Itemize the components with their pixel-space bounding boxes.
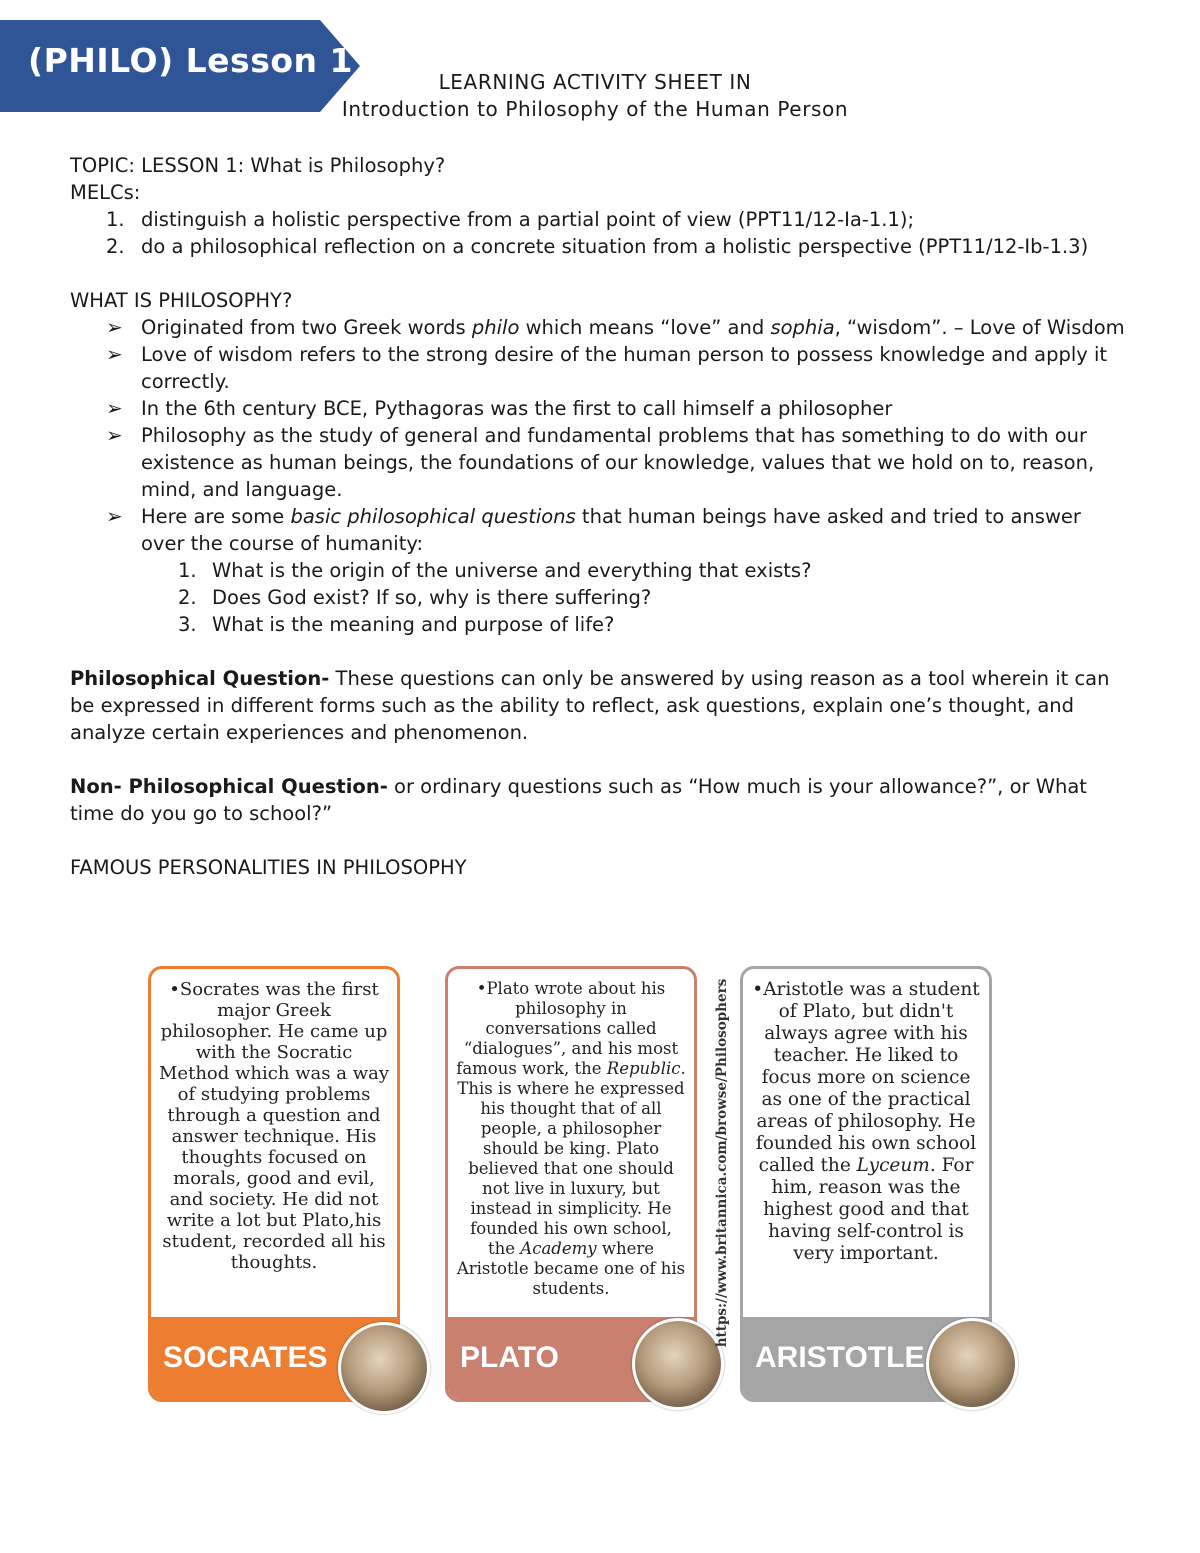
arrow-bullet-icon: ➢ <box>106 504 123 528</box>
philosopher-cards <box>148 966 1028 1406</box>
bullet-item: ➢ Originated from two Greek words philo which means “love” and sophia, “wisdom”. – Love of Wisdom <box>106 315 1125 339</box>
bullet-item: ➢ Love of wisdom refers to the strong desire of the human person to possess knowledge and apply it correctly. <box>106 342 1108 393</box>
sheet-title-line2: Introduction to Philosophy of the Human Person <box>341 97 849 121</box>
aristotle-description: •Aristotle was a student of Plato, but didn't always agree with his teacher. He liked to focus more on science as one of the practical areas of philosophy. He founded his own school called the Lyceum. For him, reason was the highest good and that having self-control is very important. <box>752 979 980 1264</box>
source-url[interactable]: https://www.britannica.com/browse/Philosophers <box>714 978 730 1347</box>
plato-name: PLATO <box>460 1341 559 1374</box>
arrow-bullet-icon: ➢ <box>106 396 123 420</box>
melcs-list <box>70 206 1130 260</box>
melc-item: 1. distinguish a holistic perspective from a partial point of view (PPT11/12-Ia-1.1); <box>106 208 915 231</box>
what-is-philosophy-heading: WHAT IS PHILOSOPHY? <box>70 289 293 312</box>
question-item: 1. What is the origin of the universe and everything that exists? <box>178 559 812 582</box>
question-item: 2. Does God exist? If so, why is there suffering? <box>178 586 652 609</box>
arrow-bullet-icon: ➢ <box>106 315 123 339</box>
socrates-portrait <box>338 1322 430 1414</box>
basic-questions-list <box>141 557 1130 638</box>
philosophy-bullets <box>70 314 1130 638</box>
sheet-title-line1: LEARNING ACTIVITY SHEET IN <box>438 70 752 94</box>
lesson-banner-label: (PHILO) Lesson 1 <box>28 41 353 80</box>
bullet-item: ➢ In the 6th century BCE, Pythagoras was the first to call himself a philosopher <box>106 396 893 420</box>
document-body <box>70 152 1130 881</box>
bullet-item: ➢ Philosophy as the study of general and fundamental problems that has something to do with our existence as human beings, the foundations of our knowledge, values that we hold on to, reason, mind, and language. <box>106 423 1095 501</box>
socrates-name: SOCRATES <box>163 1341 328 1374</box>
topic-line: TOPIC: LESSON 1: What is Philosophy? <box>70 154 446 177</box>
socrates-description: •Socrates was the first major Greek philosopher. He came up with the Socratic Method which was a way of studying problems through a question and answer technique. His thoughts focused on morals, good and evil, and society. He did not write a lot but Plato,his student, recorded all his thoughts. <box>159 979 390 1273</box>
non-philosophical-question-paragraph: Non- Philosophical Question- or ordinary questions such as “How much is your allowance?”, or What time do you go to school?” <box>70 775 1087 825</box>
melcs-heading: MELCs: <box>70 181 141 204</box>
aristotle-portrait <box>926 1318 1018 1410</box>
arrow-bullet-icon: ➢ <box>106 423 123 447</box>
arrow-bullet-icon: ➢ <box>106 342 123 366</box>
aristotle-name: ARISTOTLE <box>755 1341 925 1374</box>
question-item: 3. What is the meaning and purpose of life? <box>178 613 615 636</box>
plato-description: •Plato wrote about his philosophy in conversations called “dialogues”, and his most famous work, the Republic. This is where he expressed his thought that of all people, a philosopher should be king. Plato believed that one should not live in luxury, but instead in simplicity. He founded his own school, the Academy where Aristotle became one of his students. <box>456 979 686 1298</box>
philosophical-question-paragraph: Philosophical Question- These questions can only be answered by using reason as a tool wherein it can be expressed in different forms such as the ability to reflect, ask questions, explain one’s thought, and analyze certain experiences and phenomenon. <box>70 667 1110 744</box>
famous-personalities-heading: FAMOUS PERSONALITIES IN PHILOSOPHY <box>70 856 467 879</box>
melc-item: 2. do a philosophical reflection on a concrete situation from a holistic perspective (PPT11/12-Ib-1.3) <box>106 235 1089 258</box>
bullet-item: ➢ Here are some basic philosophical questions that human beings have asked and tried to answer over the course of humanity: 1. What is the origin of the universe and everything that exists? 2. Does God exist? If so, why is there suffering? 3. What is the meaning and purpose of life? <box>70 503 1130 638</box>
